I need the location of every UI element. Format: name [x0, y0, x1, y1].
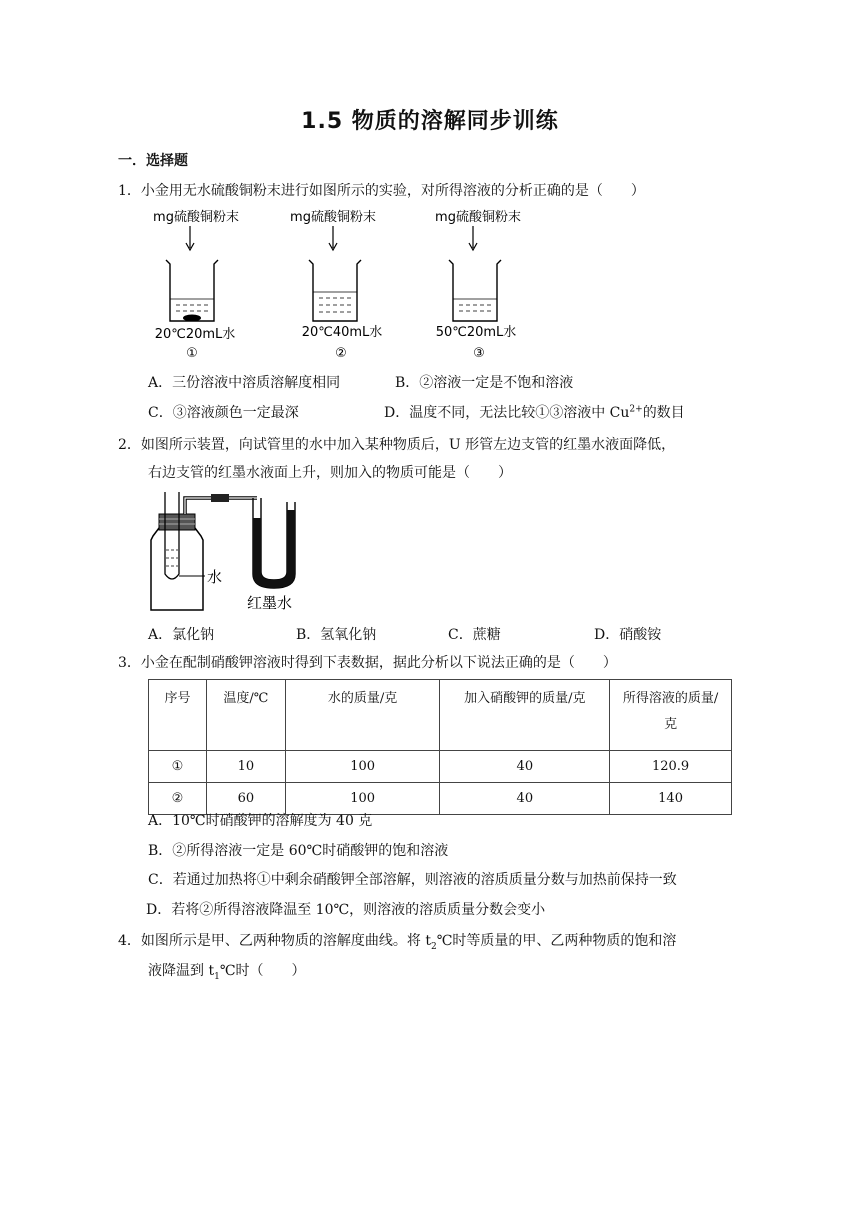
q2-option-b[interactable]: B．氢氧化钠	[296, 627, 377, 643]
beaker-3	[435, 209, 521, 361]
beaker-3-condition: 50℃20mL水	[435, 325, 517, 340]
table-header-cell: 序号	[149, 680, 207, 751]
table-cell: 120.9	[610, 751, 732, 783]
table-cell: ②	[149, 783, 207, 815]
question-3-stem: 3．小金在配制硝酸钾溶液时得到下表数据，据此分析以下说法正确的是（ ）	[118, 655, 617, 671]
question-4-stem-line1	[118, 930, 676, 952]
beaker-2-number: ②	[335, 346, 347, 361]
q2-option-d[interactable]: D．硝酸铵	[594, 627, 662, 643]
q2-option-c[interactable]: C．蔗糖	[448, 627, 501, 643]
q4-line2-tail: ℃时（ ）	[219, 963, 306, 979]
table-cell: 40	[440, 751, 610, 783]
table-cell: 10	[206, 751, 285, 783]
table-cell: 100	[285, 783, 440, 815]
q4-line1-subscript: 2	[430, 941, 437, 952]
q2-option-a[interactable]: A．氯化钠	[148, 627, 215, 643]
table-header-cell: 所得溶液的质量/克	[610, 680, 732, 751]
potassium-nitrate-data-table	[148, 679, 732, 815]
beaker-2-powder-label: mg硫酸铜粉末	[290, 210, 376, 225]
question-1-stem: 1．小金用无水硫酸铜粉末进行如图所示的实验，对所得溶液的分析正确的是（ ）	[118, 183, 645, 199]
q4-line2-text: 液降温到 t	[148, 963, 215, 979]
q4-line2-subscript: 1	[214, 971, 220, 982]
q1-option-b[interactable]: B．②溶液一定是不饱和溶液	[395, 375, 574, 391]
beaker-1	[153, 209, 239, 361]
page-title: 1.5 物质的溶解同步训练	[301, 109, 559, 134]
beaker-3-number: ③	[473, 346, 485, 361]
table-cell: ①	[149, 751, 207, 783]
table-header-cell: 温度/℃	[206, 680, 285, 751]
q1-option-a[interactable]: A．三份溶液中溶质溶解度相同	[148, 375, 341, 391]
red-ink-label: 红墨水	[247, 594, 293, 612]
table-cell: 60	[206, 783, 285, 815]
section-heading: 一．选择题	[118, 153, 188, 169]
q4-line1-text: 4．如图所示是甲、乙两种物质的溶解度曲线。将 t	[118, 933, 431, 949]
beaker-3-powder-label: mg硫酸铜粉末	[435, 210, 521, 225]
table-cell: 140	[610, 783, 732, 815]
question-2-stem-line1: 2．如图所示装置，向试管里的水中加入某种物质后，U 形管左边支管的红墨水液面降低，	[118, 437, 676, 453]
q1-option-d-charge: 2+	[629, 404, 643, 415]
table-cell: 40	[440, 783, 610, 815]
q1-option-d[interactable]	[384, 402, 685, 422]
beaker-2	[290, 209, 382, 361]
table-header-row	[149, 680, 732, 751]
table-header-cell: 水的质量/克	[285, 680, 440, 751]
q3-option-a[interactable]: A．10℃时硝酸钾的溶解度为 40 克	[148, 813, 373, 829]
q3-option-c[interactable]: C．若通过加热将①中剩余硝酸钾全部溶解，则溶液的溶质质量分数与加热前保持一致	[148, 872, 677, 888]
q3-option-d[interactable]: D．若将②所得溶液降温至 10℃，则溶液的溶质质量分数会变小	[146, 902, 546, 918]
q4-line1-tail: ℃时等质量的甲、乙两种物质的饱和溶	[436, 933, 677, 949]
beaker-1-condition: 20℃20mL水	[154, 327, 236, 342]
beaker-2-condition: 20℃40mL水	[301, 325, 383, 340]
table-row	[149, 751, 732, 783]
beaker-1-powder-label: mg硫酸铜粉末	[153, 210, 239, 225]
q1-option-c[interactable]: C．③溶液颜色一定最深	[148, 405, 299, 421]
beaker-1-number: ①	[186, 346, 198, 361]
question-2-stem-line2: 右边支管的红墨水液面上升，则加入的物质可能是（ ）	[148, 465, 512, 481]
beaker-experiment-figure	[140, 204, 540, 364]
q1-option-d-tail: 的数目	[642, 405, 685, 421]
question-4-stem-line2	[148, 960, 305, 982]
table-header-cell: 加入硝酸钾的质量/克	[440, 680, 610, 751]
q1-option-d-text: D．温度不同，无法比较①③溶液中 Cu	[384, 405, 630, 421]
u-tube-apparatus-figure	[145, 488, 315, 616]
table-cell: 100	[285, 751, 440, 783]
water-label: 水	[207, 568, 223, 586]
q3-option-b[interactable]: B．②所得溶液一定是 60℃时硝酸钾的饱和溶液	[148, 843, 449, 859]
